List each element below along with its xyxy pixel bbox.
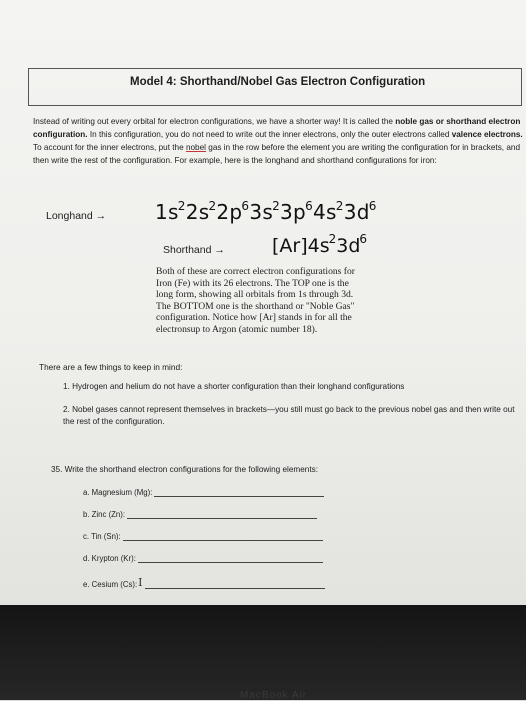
answer-field-cesium[interactable] (145, 588, 325, 589)
answer-label: d. Krypton (Kr): (83, 554, 136, 563)
answer-label: c. Tin (Sn): (83, 532, 121, 541)
answer-row-magnesium (83, 488, 324, 497)
keep-in-mind-heading: There are a few things to keep in mind: (39, 362, 183, 372)
answer-label: e. Cesium (Cs): (83, 580, 138, 589)
answer-row-cesium (83, 576, 325, 589)
shorthand-label: Shorthand → (163, 244, 225, 256)
answer-row-tin (83, 532, 323, 541)
answer-label: b. Zinc (Zn): (83, 510, 126, 519)
answer-field-tin[interactable] (123, 540, 323, 541)
rule-1: 1. Hydrogen and helium do not have a shorter configuration than their longhand configurations (63, 382, 405, 391)
answer-row-zinc (83, 510, 317, 519)
answer-field-krypton[interactable] (138, 562, 323, 563)
shorthand-formula: $[Ar]4s^23d^6$ (272, 232, 368, 257)
answer-row-krypton (83, 554, 323, 563)
answer-label: a. Magnesium (Mg): (83, 488, 153, 497)
longhand-formula: $1s^22s^22p^63s^23p^64s^23d^6$ (155, 199, 377, 224)
laptop-bezel (0, 605, 526, 700)
text-cursor-icon: I (138, 576, 143, 589)
explanation-text: Both of these are correct electron configurations for Iron (Fe) with its 26 electrons. The TOP one is the long form, showing all orbitals from 1s through 3d. The BOTTOM one is the shorthand or "Noble Gas" configuration. Notice how [Ar] stands in for all the electronsup to Argon (atomic number 18). (156, 266, 355, 335)
page-title: Model 4: Shorthand/Nobel Gas Electron Configuration (130, 76, 426, 88)
rule-2: 2. Nobel gases cannot represent themselves in brackets—you still must go back to the previous nobel gas and then write out the rest of the configuration. (63, 405, 515, 426)
intro-paragraph: Instead of writing out every orbital for electron configurations, we have a shorter way! It is called the noble gas or shorthand electron configuration. In this configuration, you do not need to write out the inner electrons, only the outer electrons called valence electrons. To account for the inner electrons, put the nobel gas in the row before the element you are writing the configuration for in brackets, and then write the rest of the configuration. For example, here is the longhand and shorthand configurations for iron: (33, 117, 523, 165)
bezel-brand-text: MacBook Air (240, 690, 308, 701)
answer-field-magnesium[interactable] (154, 496, 324, 497)
answer-field-zinc[interactable] (127, 518, 317, 519)
question-35: 35. Write the shorthand electron configurations for the following elements: (51, 465, 319, 474)
longhand-label: Longhand → (46, 210, 107, 222)
